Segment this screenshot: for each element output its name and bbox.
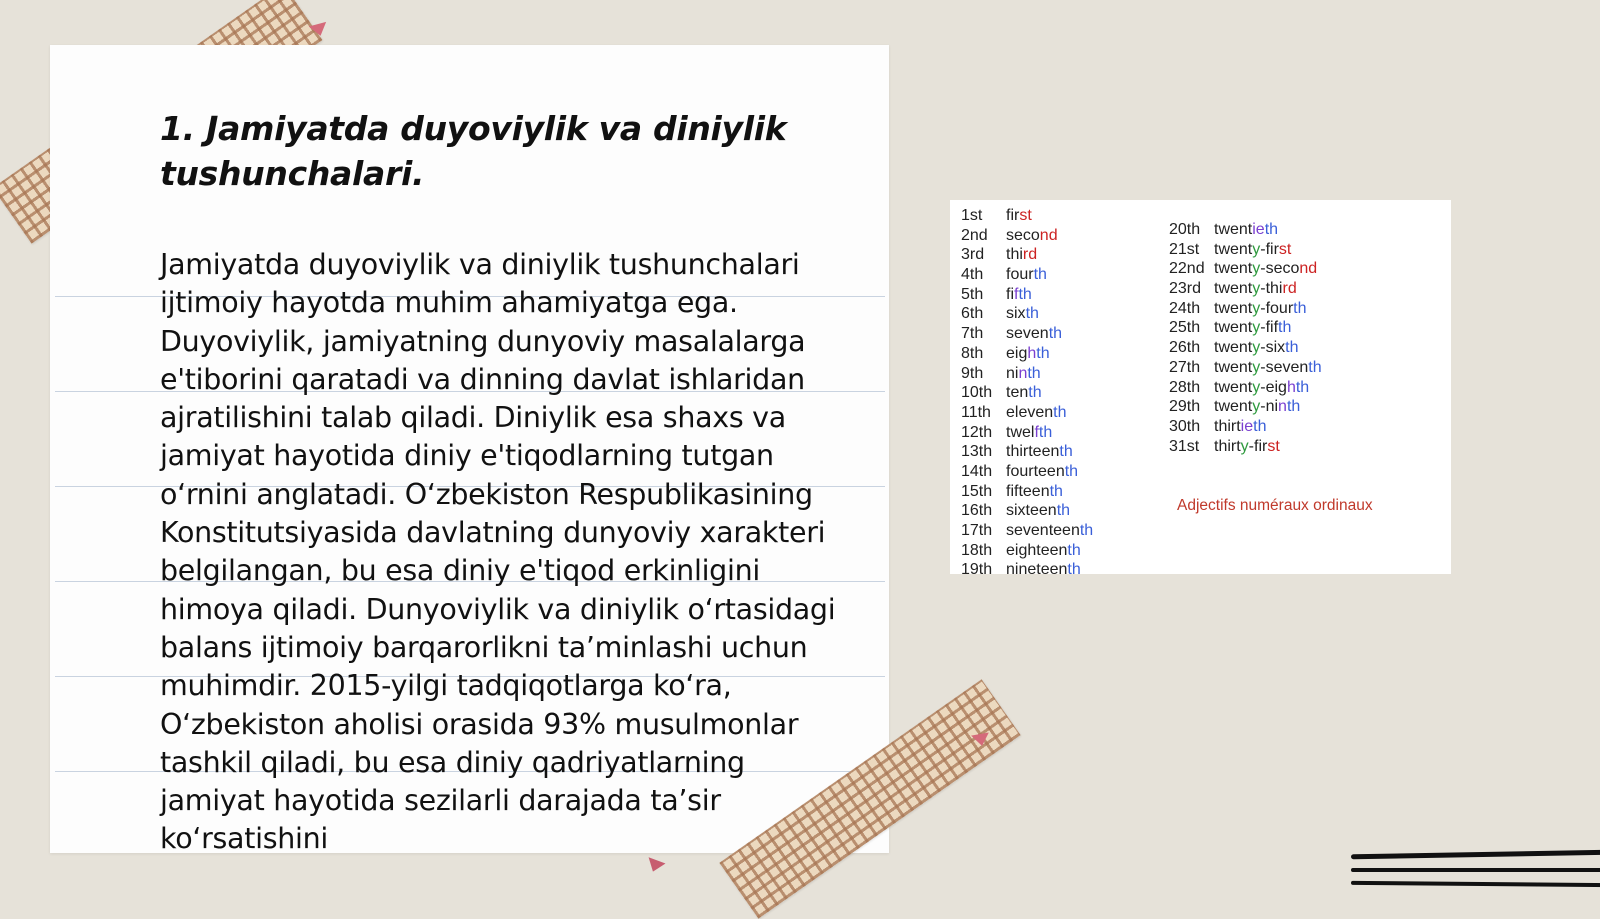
ordinal-row bbox=[1169, 279, 1322, 299]
ordinal-word: nineteenth bbox=[1006, 561, 1081, 574]
ordinal-row bbox=[1169, 299, 1322, 319]
ordinal-row bbox=[961, 383, 1093, 403]
ordinal-number: 18th bbox=[961, 541, 993, 559]
ordinal-word: fourteenth bbox=[1006, 462, 1079, 480]
ordinal-number: 31st bbox=[1169, 437, 1200, 455]
ordinal-number: 3rd bbox=[961, 246, 985, 264]
ordinal-word: thirtieth bbox=[1214, 417, 1267, 435]
ordinal-row bbox=[961, 226, 1093, 246]
ordinal-row bbox=[1169, 318, 1322, 338]
slide-body-text: Jamiyatda duyoviylik va diniylik tushunchalari ijtimoiy hayotda muhim ahamiyatga ega. Duyoviylik, jamiyatning dunyoviy masalalarga e'tiborini qaratadi va dinning davlat ishlaridan ajratilishini talab qiladi. Diniylik esa shaxs va jamiyat hayotida diniy e'tiqodlarning tutgan o‘rnini anglatadi. O‘zbekiston Respublikasining Konstitutsiyasida davlatning dunyoviy xarakteri belgilangan, bu esa diniy e'tiqod erkinligini himoya qiladi. Dunyoviylik va diniylik o‘rtasidagi balans ijtimoiy barqarorlikni ta’minlashi uchun muhimdir. 2015-yilgi tadqiqotlarga ko‘ra, O‘zbekiston aholisi orasida 93% musulmonlar tashkil qiladi, bu esa diniy qadriyatlarning jamiyat hayotida sezilarli darajada ta’sir ko‘rsatishini bbox=[160, 248, 836, 856]
ordinal-word: third bbox=[1006, 246, 1038, 264]
ordinal-word: eleventh bbox=[1006, 403, 1067, 421]
ordinal-number: 2nd bbox=[961, 226, 988, 244]
ordinal-number: 4th bbox=[961, 266, 984, 284]
ordinal-row bbox=[961, 423, 1093, 443]
ordinals-column-1-19 bbox=[961, 206, 1093, 574]
brush-stroke bbox=[1351, 850, 1600, 860]
ordinal-row bbox=[1169, 240, 1322, 260]
ordinal-number: 30th bbox=[1169, 417, 1201, 435]
ordinal-word: twenty-ninth bbox=[1214, 398, 1301, 416]
ordinal-number: 29th bbox=[1169, 398, 1201, 416]
ordinals-column-20-31 bbox=[1169, 220, 1322, 456]
ordinal-number: 6th bbox=[961, 305, 984, 323]
ordinal-number: 10th bbox=[961, 384, 993, 402]
ordinal-number: 22nd bbox=[1169, 260, 1205, 278]
ordinal-word: twenty-first bbox=[1214, 240, 1292, 258]
ordinal-number: 19th bbox=[961, 561, 993, 574]
ordinal-number: 14th bbox=[961, 462, 993, 480]
ordinal-row bbox=[961, 521, 1093, 541]
ordinal-word: twenty-seventh bbox=[1214, 358, 1322, 376]
ordinal-number: 8th bbox=[961, 344, 984, 362]
ordinal-number: 24th bbox=[1169, 299, 1201, 317]
ordinal-row bbox=[1169, 417, 1322, 437]
ordinal-row bbox=[961, 403, 1093, 423]
ordinal-number: 25th bbox=[1169, 319, 1201, 337]
ordinal-word: first bbox=[1006, 207, 1032, 224]
ordinal-word: twelfth bbox=[1006, 423, 1053, 441]
ordinal-row bbox=[961, 560, 1093, 574]
ordinal-word: twenty-third bbox=[1214, 280, 1297, 298]
ordinal-row bbox=[961, 265, 1093, 285]
ordinal-row bbox=[961, 364, 1093, 384]
ordinal-row bbox=[1169, 338, 1322, 358]
ordinal-row bbox=[961, 206, 1093, 226]
brush-stroke bbox=[1351, 868, 1600, 872]
ordinal-number: 15th bbox=[961, 482, 993, 500]
ordinal-number: 21st bbox=[1169, 240, 1200, 258]
ordinal-word: twentieth bbox=[1214, 221, 1279, 238]
ordinal-word: fifth bbox=[1006, 285, 1032, 303]
ordinal-word: twenty-second bbox=[1214, 260, 1318, 278]
ordinal-row bbox=[1169, 397, 1322, 417]
ordinal-word: seventh bbox=[1006, 325, 1063, 343]
ordinal-word: ninth bbox=[1006, 364, 1041, 382]
ordinal-word: thirteenth bbox=[1006, 443, 1073, 461]
ordinal-number: 7th bbox=[961, 325, 984, 343]
brush-stroke bbox=[1351, 881, 1600, 887]
ordinal-numbers-image bbox=[950, 200, 1451, 574]
ordinal-row bbox=[961, 442, 1093, 462]
ordinal-row bbox=[961, 501, 1093, 521]
ordinal-word: fifteenth bbox=[1006, 482, 1063, 500]
ordinal-number: 12th bbox=[961, 423, 993, 441]
ordinal-word: twenty-eighth bbox=[1214, 378, 1310, 396]
ordinal-row bbox=[1169, 358, 1322, 378]
ordinal-number: 1st bbox=[961, 207, 983, 224]
ordinal-word: sixth bbox=[1006, 305, 1039, 323]
ordinal-number: 28th bbox=[1169, 378, 1201, 396]
ordinal-word: eighteenth bbox=[1006, 541, 1081, 559]
ordinal-word: twenty-sixth bbox=[1214, 339, 1299, 357]
ordinal-number: 23rd bbox=[1169, 280, 1202, 298]
ordinal-row bbox=[961, 324, 1093, 344]
ordinal-word: twenty-fourth bbox=[1214, 299, 1307, 317]
ordinal-number: 17th bbox=[961, 522, 993, 539]
ordinal-word: eighth bbox=[1006, 344, 1050, 362]
ordinal-word: thirty-first bbox=[1214, 437, 1280, 455]
ordinal-number: 5th bbox=[961, 285, 984, 303]
ordinal-row bbox=[961, 245, 1093, 265]
ordinal-row bbox=[1169, 259, 1322, 279]
ordinal-row bbox=[1169, 378, 1322, 398]
ordinal-row bbox=[961, 285, 1093, 305]
ordinal-word: fourth bbox=[1006, 266, 1047, 284]
slide-title: 1. Jamiyatda duyoviylik va diniylik tushunchalari. bbox=[160, 109, 787, 193]
ordinal-number: 27th bbox=[1169, 358, 1201, 376]
pin-icon bbox=[644, 857, 665, 874]
ordinal-number: 11th bbox=[961, 403, 991, 421]
ordinal-number: 20th bbox=[1169, 221, 1201, 238]
ordinal-row bbox=[1169, 220, 1322, 240]
ordinal-word: sixteenth bbox=[1006, 502, 1071, 520]
ordinal-word: seventeenth bbox=[1006, 522, 1094, 539]
ordinal-word: second bbox=[1006, 226, 1058, 244]
ordinal-row bbox=[961, 482, 1093, 502]
ordinal-number: 16th bbox=[961, 502, 993, 520]
ordinal-number: 13th bbox=[961, 443, 993, 461]
ordinals-caption: Adjectifs numéraux ordinaux bbox=[1177, 497, 1373, 514]
ordinal-number: 26th bbox=[1169, 339, 1201, 357]
ordinal-row bbox=[1169, 437, 1322, 457]
ordinal-word: tenth bbox=[1006, 384, 1042, 402]
ordinal-number: 9th bbox=[961, 364, 984, 382]
ordinal-row bbox=[961, 304, 1093, 324]
ordinal-word: twenty-fifth bbox=[1214, 319, 1292, 337]
ordinal-row bbox=[961, 462, 1093, 482]
ordinal-row bbox=[961, 344, 1093, 364]
ordinal-row bbox=[961, 541, 1093, 561]
